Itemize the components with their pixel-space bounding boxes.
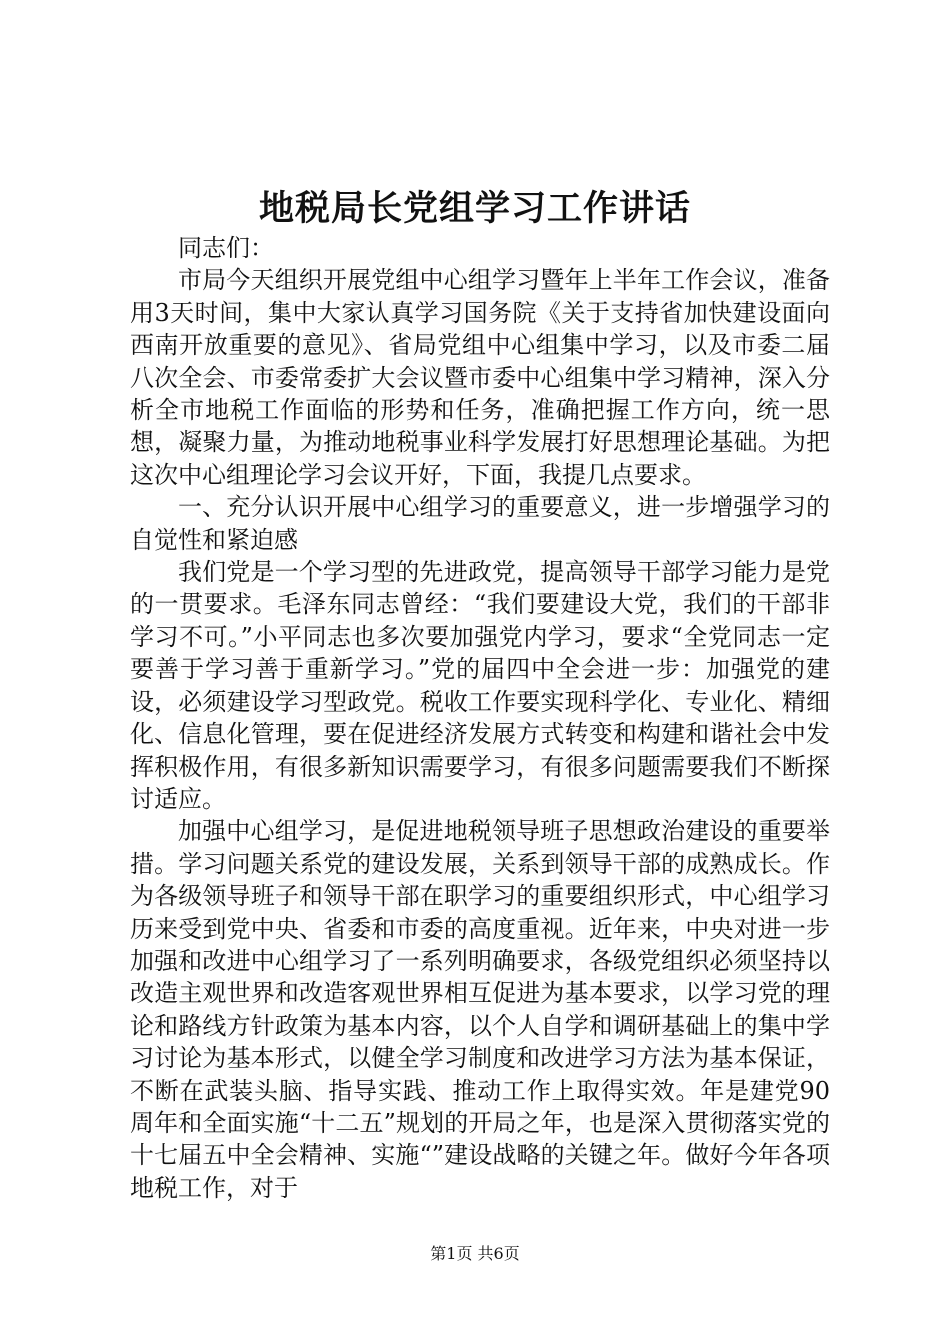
document-body <box>130 232 830 1204</box>
page-footer: 第1页 共6页 <box>430 1244 520 1263</box>
document-title: 地税局长党组学习工作讲话 <box>258 188 691 229</box>
section-heading-1: 一、充分认识开展中心组学习的重要意义，进一步增强学习的自觉性和紧迫感 <box>130 493 830 554</box>
salutation-paragraph: 同志们： <box>178 234 274 262</box>
body-paragraph-center-group: 加强中心组学习，是促进地税领导班子思想政治建设的重要举措。学习问题关系党的建设发展，关系到领导干部的成熟成长。作为各级领导班子和领导干部在职学习的重要组织形式，中心组学习历来受到党中央、省委和市委的高度重视。近年来，中央对进一步加强和改进中心组学习了一系列明确要求，各级党组织必须坚持以改造主观世界和改造客观世界相互促进为基本要求，以学习党的理论和路线方针政策为基本内容，以个人自学和调研基础上的集中学习讨论为基本形式，以健全学习制度和改进学习方法为基本保证，不断在武装头脑、指导实践、推动工作上取得实效。年是建党90周年和全面实施“十二五”规划的开局之年，也是深入贯彻落实党的十七届五中全会精神、实施“”建设战略的关键之年。做好今年各项地税工作，对于 <box>130 817 830 1202</box>
body-paragraph-party-learning: 我们党是一个学习型的先进政党，提高领导干部学习能力是党的一贯要求。毛泽东同志曾经：“我们要建设大党，我们的干部非学习不可。”小平同志也多次要加强党内学习，要求“全党同志一定要善于学习善于重新学习。”党的届四中全会进一步：加强党的建设，必须建设学习型政党。税收工作要实现科学化、专业化、精细化、信息化管理，要在促进经济发展方式转变和构建和谐社会中发挥积极作用，有很多新知识需要学习，有很多问题需要我们不断探讨适应。 <box>130 558 830 813</box>
body-paragraph-intro: 市局今天组织开展党组中心组学习暨年上半年工作会议，准备用3天时间，集中大家认真学习国务院《关于支持省加快建设面向西南开放重要的意见》、省局党组中心组集中学习，以及市委二届八次全会、市委常委扩大会议暨市委中心组集中学习精神，深入分析全市地税工作面临的形势和任务，准确把握工作方向，统一思想，凝聚力量，为推动地税事业科学发展打好思想理论基础。为把这次中心组理论学习会议开好，下面，我提几点要求。 <box>130 266 830 489</box>
